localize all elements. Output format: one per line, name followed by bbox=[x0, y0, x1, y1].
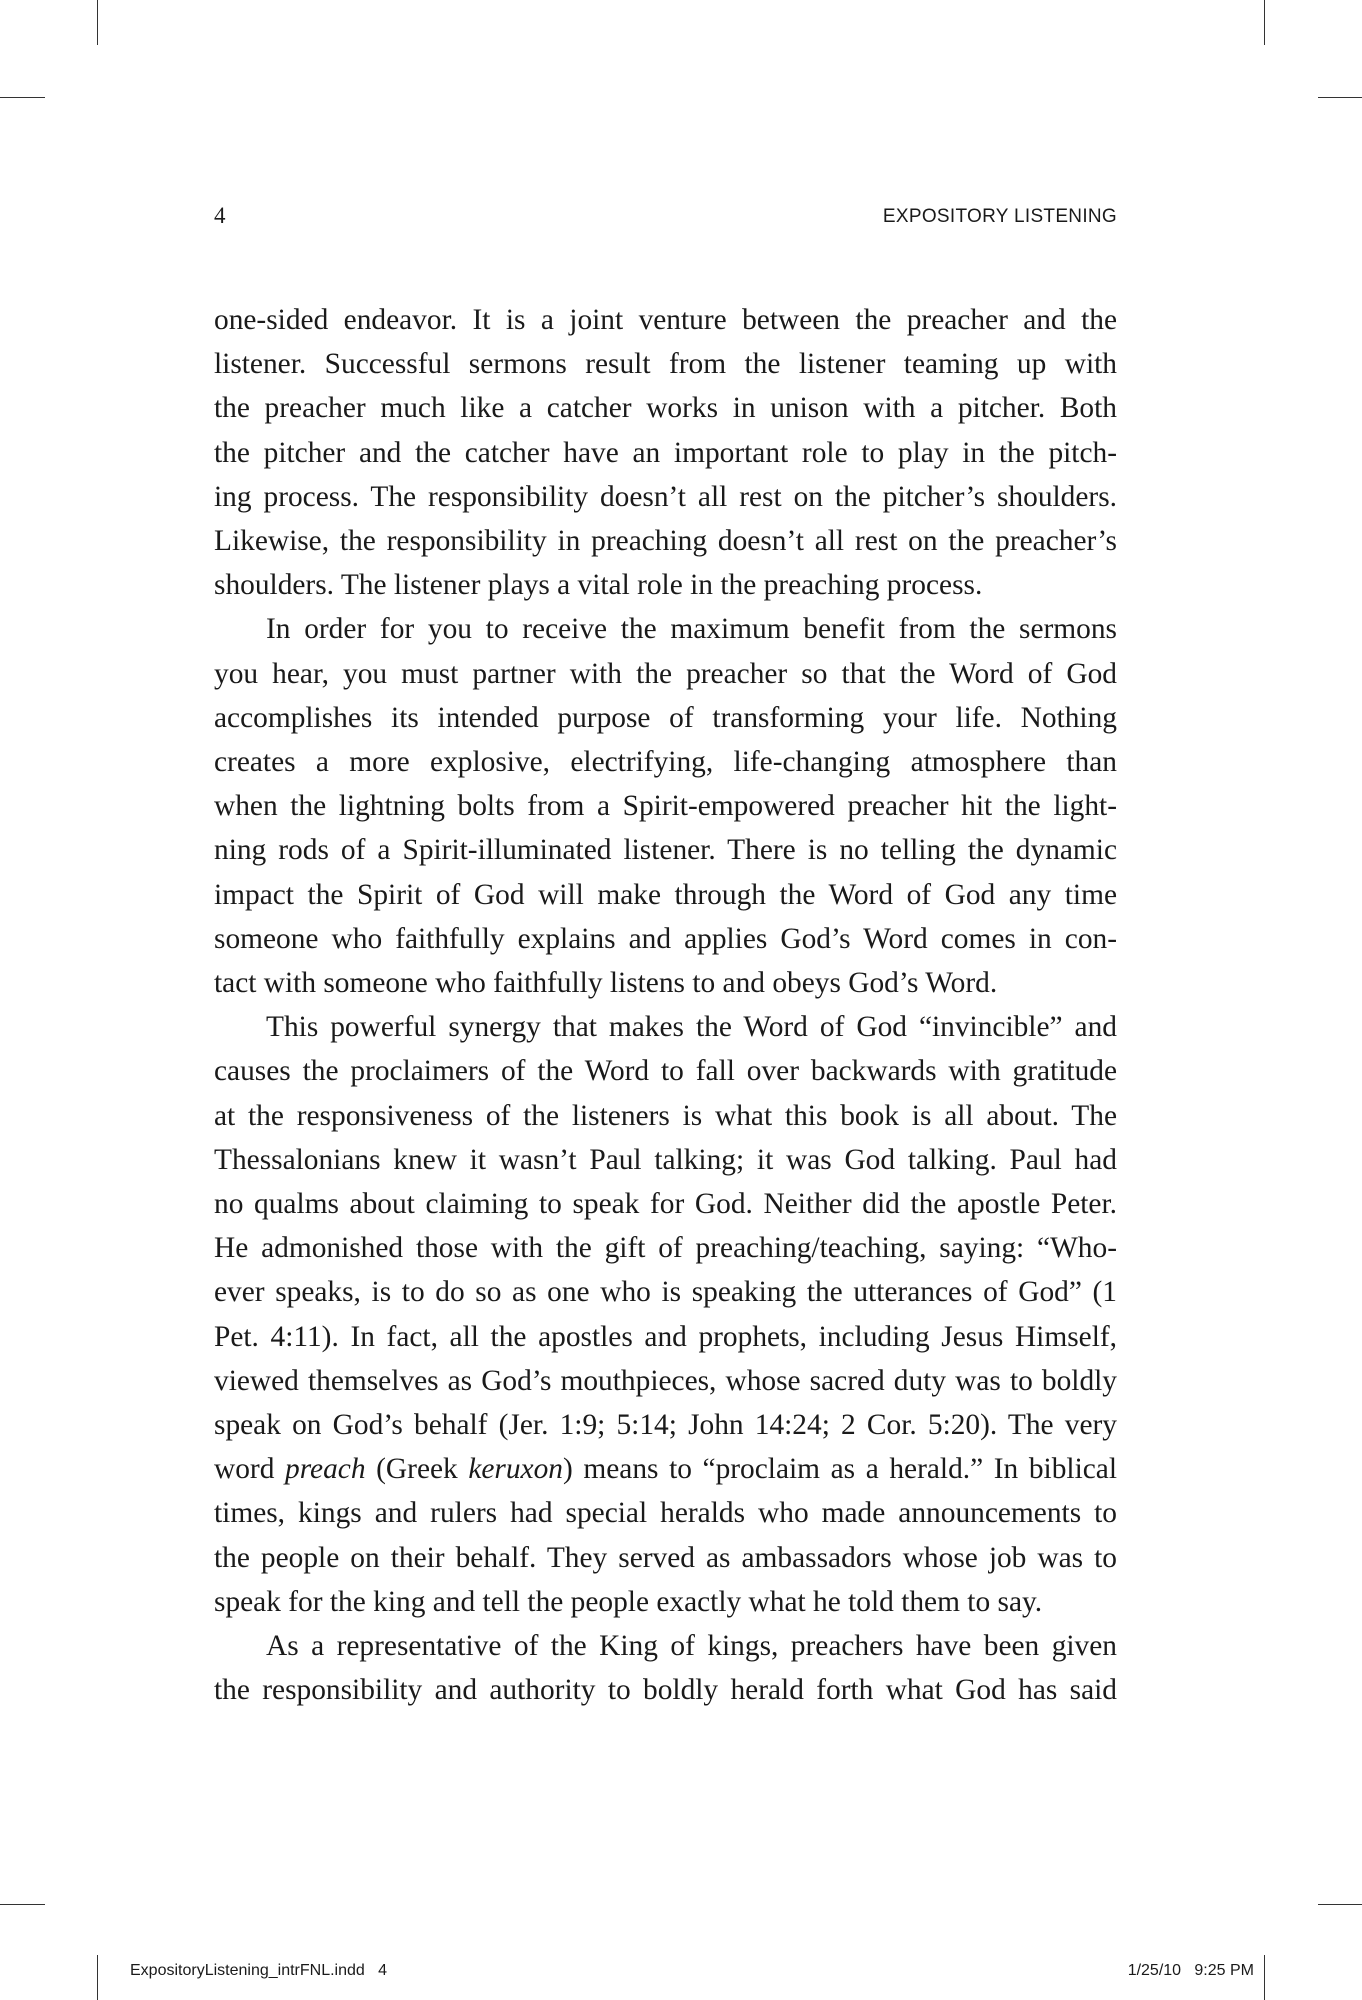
paragraph bbox=[214, 1005, 1117, 1624]
text-line: the responsibility and authority to boldly herald forth what God has said bbox=[214, 1674, 1117, 1707]
text-line: at the responsiveness of the listeners is what this book is all about. The bbox=[214, 1099, 1117, 1132]
book-title: EXPOSITORY LISTENING bbox=[882, 206, 1117, 227]
text-line: speak on God’s behalf (Jer. 1:9; 5:14; John 14:24; 2 Cor. 5:20). The very bbox=[214, 1409, 1117, 1442]
crop-mark bbox=[97, 1955, 98, 2000]
text-line: the preacher much like a catcher works in unison with a pitcher. Both bbox=[214, 392, 1117, 425]
text-line: the people on their behalf. They served as ambassadors whose job was to bbox=[214, 1541, 1117, 1574]
text-line: ing process. The responsibility doesn’t all rest on the pitcher’s shoulders. bbox=[214, 480, 1117, 513]
text-line: viewed themselves as God’s mouthpieces, whose sacred duty was to boldly bbox=[214, 1364, 1117, 1397]
text-line: This powerful synergy that makes the Word of God “invincible” and bbox=[266, 1011, 1117, 1044]
slug-timestamp: 1/25/10 9:25 PM bbox=[1127, 1962, 1254, 1979]
crop-mark bbox=[0, 97, 45, 98]
running-head bbox=[214, 203, 1117, 229]
paragraph bbox=[214, 607, 1117, 1005]
crop-mark bbox=[1318, 97, 1362, 98]
text-line: Thessalonians knew it wasn’t Paul talking; it was God talking. Paul had bbox=[214, 1143, 1117, 1176]
crop-mark bbox=[0, 1904, 45, 1905]
text-line: tact with someone who faithfully listens to and obeys God’s Word. bbox=[214, 967, 998, 1000]
paragraph bbox=[214, 298, 1117, 607]
text-line: times, kings and rulers had special heralds who made announcements to bbox=[214, 1497, 1117, 1530]
text-line: listener. Successful sermons result from the listener teaming up with bbox=[214, 348, 1117, 381]
text-line: someone who faithfully explains and applies God’s Word comes in con- bbox=[214, 922, 1117, 955]
text-line: causes the proclaimers of the Word to fall over backwards with gratitude bbox=[214, 1055, 1117, 1088]
slug-file-name: ExpositoryListening_intrFNL.indd 4 bbox=[130, 1962, 388, 1979]
text-line: ever speaks, is to do so as one who is speaking the utterances of God” (1 bbox=[214, 1276, 1117, 1309]
crop-mark bbox=[97, 0, 98, 45]
text-line: word preach (Greek keruxon) means to “proclaim as a herald.” In biblical bbox=[214, 1453, 1117, 1486]
crop-mark bbox=[1264, 1955, 1265, 2000]
paragraph bbox=[214, 1624, 1117, 1712]
text-line: when the lightning bolts from a Spirit-empowered preacher hit the light- bbox=[214, 790, 1117, 823]
text-line: you hear, you must partner with the preacher so that the Word of God bbox=[214, 657, 1117, 690]
crop-mark bbox=[1264, 0, 1265, 45]
body-text bbox=[214, 298, 1117, 1713]
text-line: ning rods of a Spirit-illuminated listener. There is no telling the dynamic bbox=[214, 834, 1117, 867]
text-line: Pet. 4:11). In fact, all the apostles and prophets, including Jesus Himself, bbox=[214, 1320, 1117, 1353]
text-line: the pitcher and the catcher have an important role to play in the pitch- bbox=[214, 436, 1117, 469]
page-number: 4 bbox=[214, 203, 226, 228]
text-line: impact the Spirit of God will make through the Word of God any time bbox=[214, 878, 1117, 911]
crop-mark bbox=[1318, 1904, 1362, 1905]
text-line: Likewise, the responsibility in preaching doesn’t all rest on the preacher’s bbox=[214, 525, 1117, 558]
text-line: one-sided endeavor. It is a joint venture between the preacher and the bbox=[214, 304, 1117, 336]
text-line: no qualms about claiming to speak for God. Neither did the apostle Peter. bbox=[214, 1188, 1117, 1221]
text-line: He admonished those with the gift of preaching/teaching, saying: “Who- bbox=[214, 1232, 1117, 1265]
text-line: As a representative of the King of kings, preachers have been given bbox=[266, 1630, 1117, 1663]
text-line: speak for the king and tell the people exactly what he told them to say. bbox=[214, 1585, 1043, 1618]
text-line: creates a more explosive, electrifying, life-changing atmosphere than bbox=[214, 746, 1117, 779]
text-line: accomplishes its intended purpose of transforming your life. Nothing bbox=[214, 701, 1117, 734]
text-line: In order for you to receive the maximum benefit from the sermons bbox=[266, 613, 1117, 646]
text-line: shoulders. The listener plays a vital role in the preaching process. bbox=[214, 569, 983, 602]
